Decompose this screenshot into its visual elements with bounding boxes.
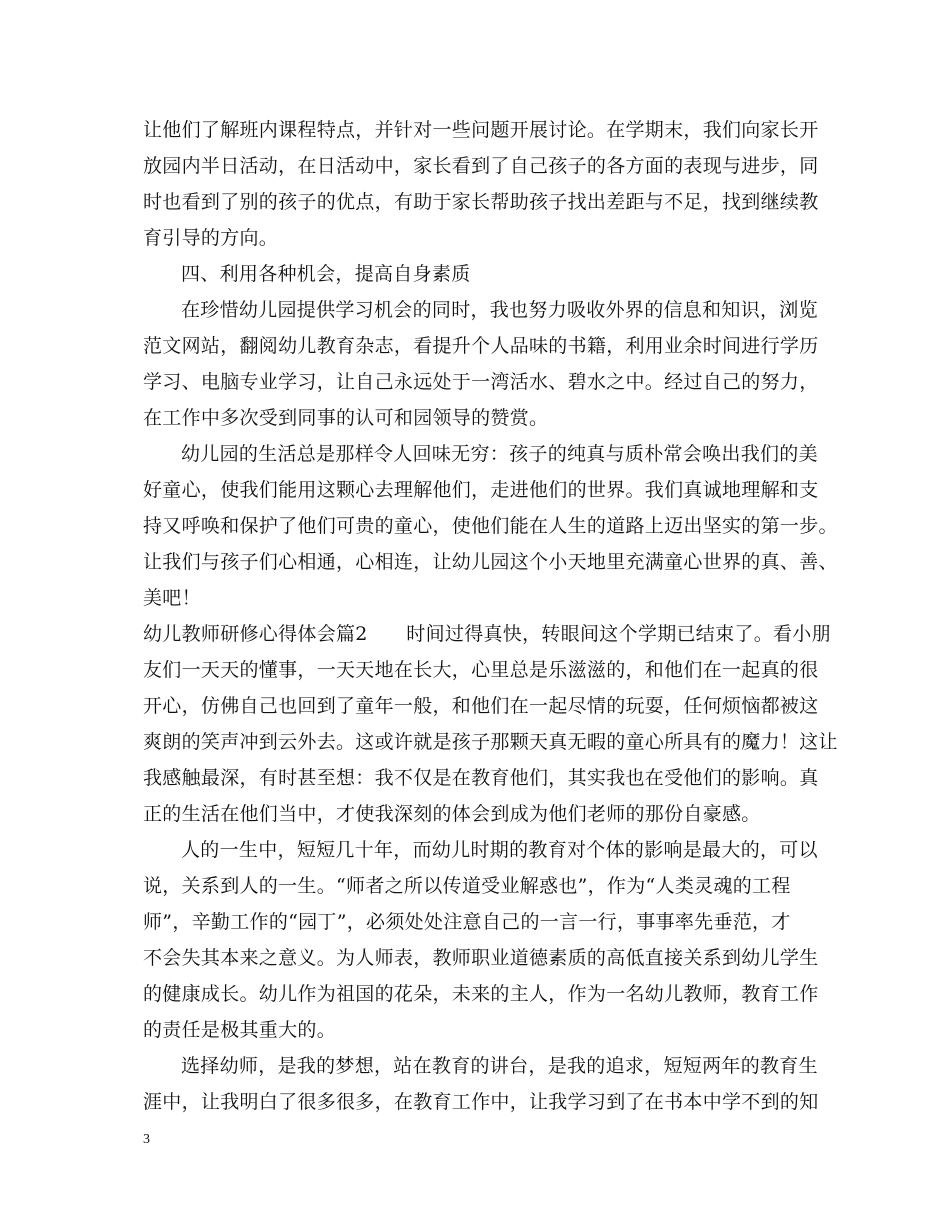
text-line: 我感触最深，有时甚至想：我不仅是在教育他们，其实我也在受他们的影响。真	[143, 767, 819, 789]
text-line: 好童心，使我们能用这颗心去理解他们，走进他们的世界。我们真诚地理解和支	[143, 479, 819, 501]
text-line: 时也看到了别的孩子的优点，有助于家长帮助孩子找出差距与不足，找到继续教	[143, 191, 819, 213]
text-line: 在工作中多次受到同事的认可和园领导的赞赏。	[143, 407, 549, 429]
text-line: 开心，仿佛自己也回到了童年一般，和他们在一起尽情的玩耍，任何烦恼都被这	[143, 695, 819, 717]
text-line: 友们一天天的懂事，一天天地在长大，心里总是乐滋滋的，和他们在一起真的很	[143, 659, 819, 681]
text-line: 美吧！	[143, 587, 201, 609]
text-line: 让他们了解班内课程特点，并针对一些问题开展讨论。在学期末，我们向家长开	[143, 119, 819, 141]
text-line: 幼儿园的生活总是那样令人回味无穷：孩子的纯真与质朴常会唤出我们的美	[181, 443, 818, 465]
text-line: 范文网站，翻阅幼儿教育杂志，看提升个人品味的书籍，利用业余时间进行学历	[143, 335, 819, 357]
article-title-line: 幼儿教师研修心得体会篇2 时间过得真快，转眼间这个学期已结束了。看小朋	[143, 623, 831, 645]
text-line: 在珍惜幼儿园提供学习机会的同时，我也努力吸收外界的信息和知识，浏览	[181, 299, 818, 321]
text-line: 师”，辛勤工作的“园丁”，必须处处注意自己的一言一行，事事率先垂范，才	[143, 911, 791, 933]
text-line: 让我们与孩子们心相通，心相连，让幼儿园这个小天地里充满童心世界的真、善、	[143, 551, 838, 573]
text-line: 人的一生中，短短几十年，而幼儿时期的教育对个体的影响是最大的，可以	[181, 839, 818, 861]
text-line: 不会失其本来之意义。为人师表，教师职业道德素质的高低直接关系到幼儿学生	[143, 947, 819, 969]
text-line: 持又呼唤和保护了他们可贵的童心，使他们能在人生的道路上迈出坚实的第一步。	[143, 515, 838, 537]
text-line: 爽朗的笑声冲到云外去。这或许就是孩子那颗天真无暇的童心所具有的魔力！这让	[143, 731, 838, 753]
text-line: 说，关系到人的一生。“师者之所以传道受业解惑也”，作为“人类灵魂的工程	[143, 875, 791, 897]
text-line: 正的生活在他们当中，才使我深刻的体会到成为他们老师的那份自豪感。	[143, 803, 761, 825]
text-line: 的责任是极其重大的。	[143, 1019, 337, 1041]
text-line: 育引导的方向。	[143, 227, 279, 249]
text-line: 的健康成长。幼儿作为祖国的花朵，未来的主人，作为一名幼儿教师，教育工作	[143, 983, 819, 1005]
section-heading: 四、利用各种机会，提高自身素质	[181, 263, 471, 285]
page-number: 3	[143, 1132, 150, 1147]
text-line: 放园内半日活动，在日活动中，家长看到了自己孩子的各方面的表现与进步，同	[143, 155, 819, 177]
text-line: 选择幼师，是我的梦想，站在教育的讲台，是我的追求，短短两年的教育生	[181, 1055, 818, 1077]
text-line: 学习、电脑专业学习，让自己永远处于一湾活水、碧水之中。经过自己的努力，	[143, 371, 819, 393]
text-line: 涯中，让我明白了很多很多，在教育工作中，让我学习到了在书本中学不到的知	[143, 1091, 819, 1113]
